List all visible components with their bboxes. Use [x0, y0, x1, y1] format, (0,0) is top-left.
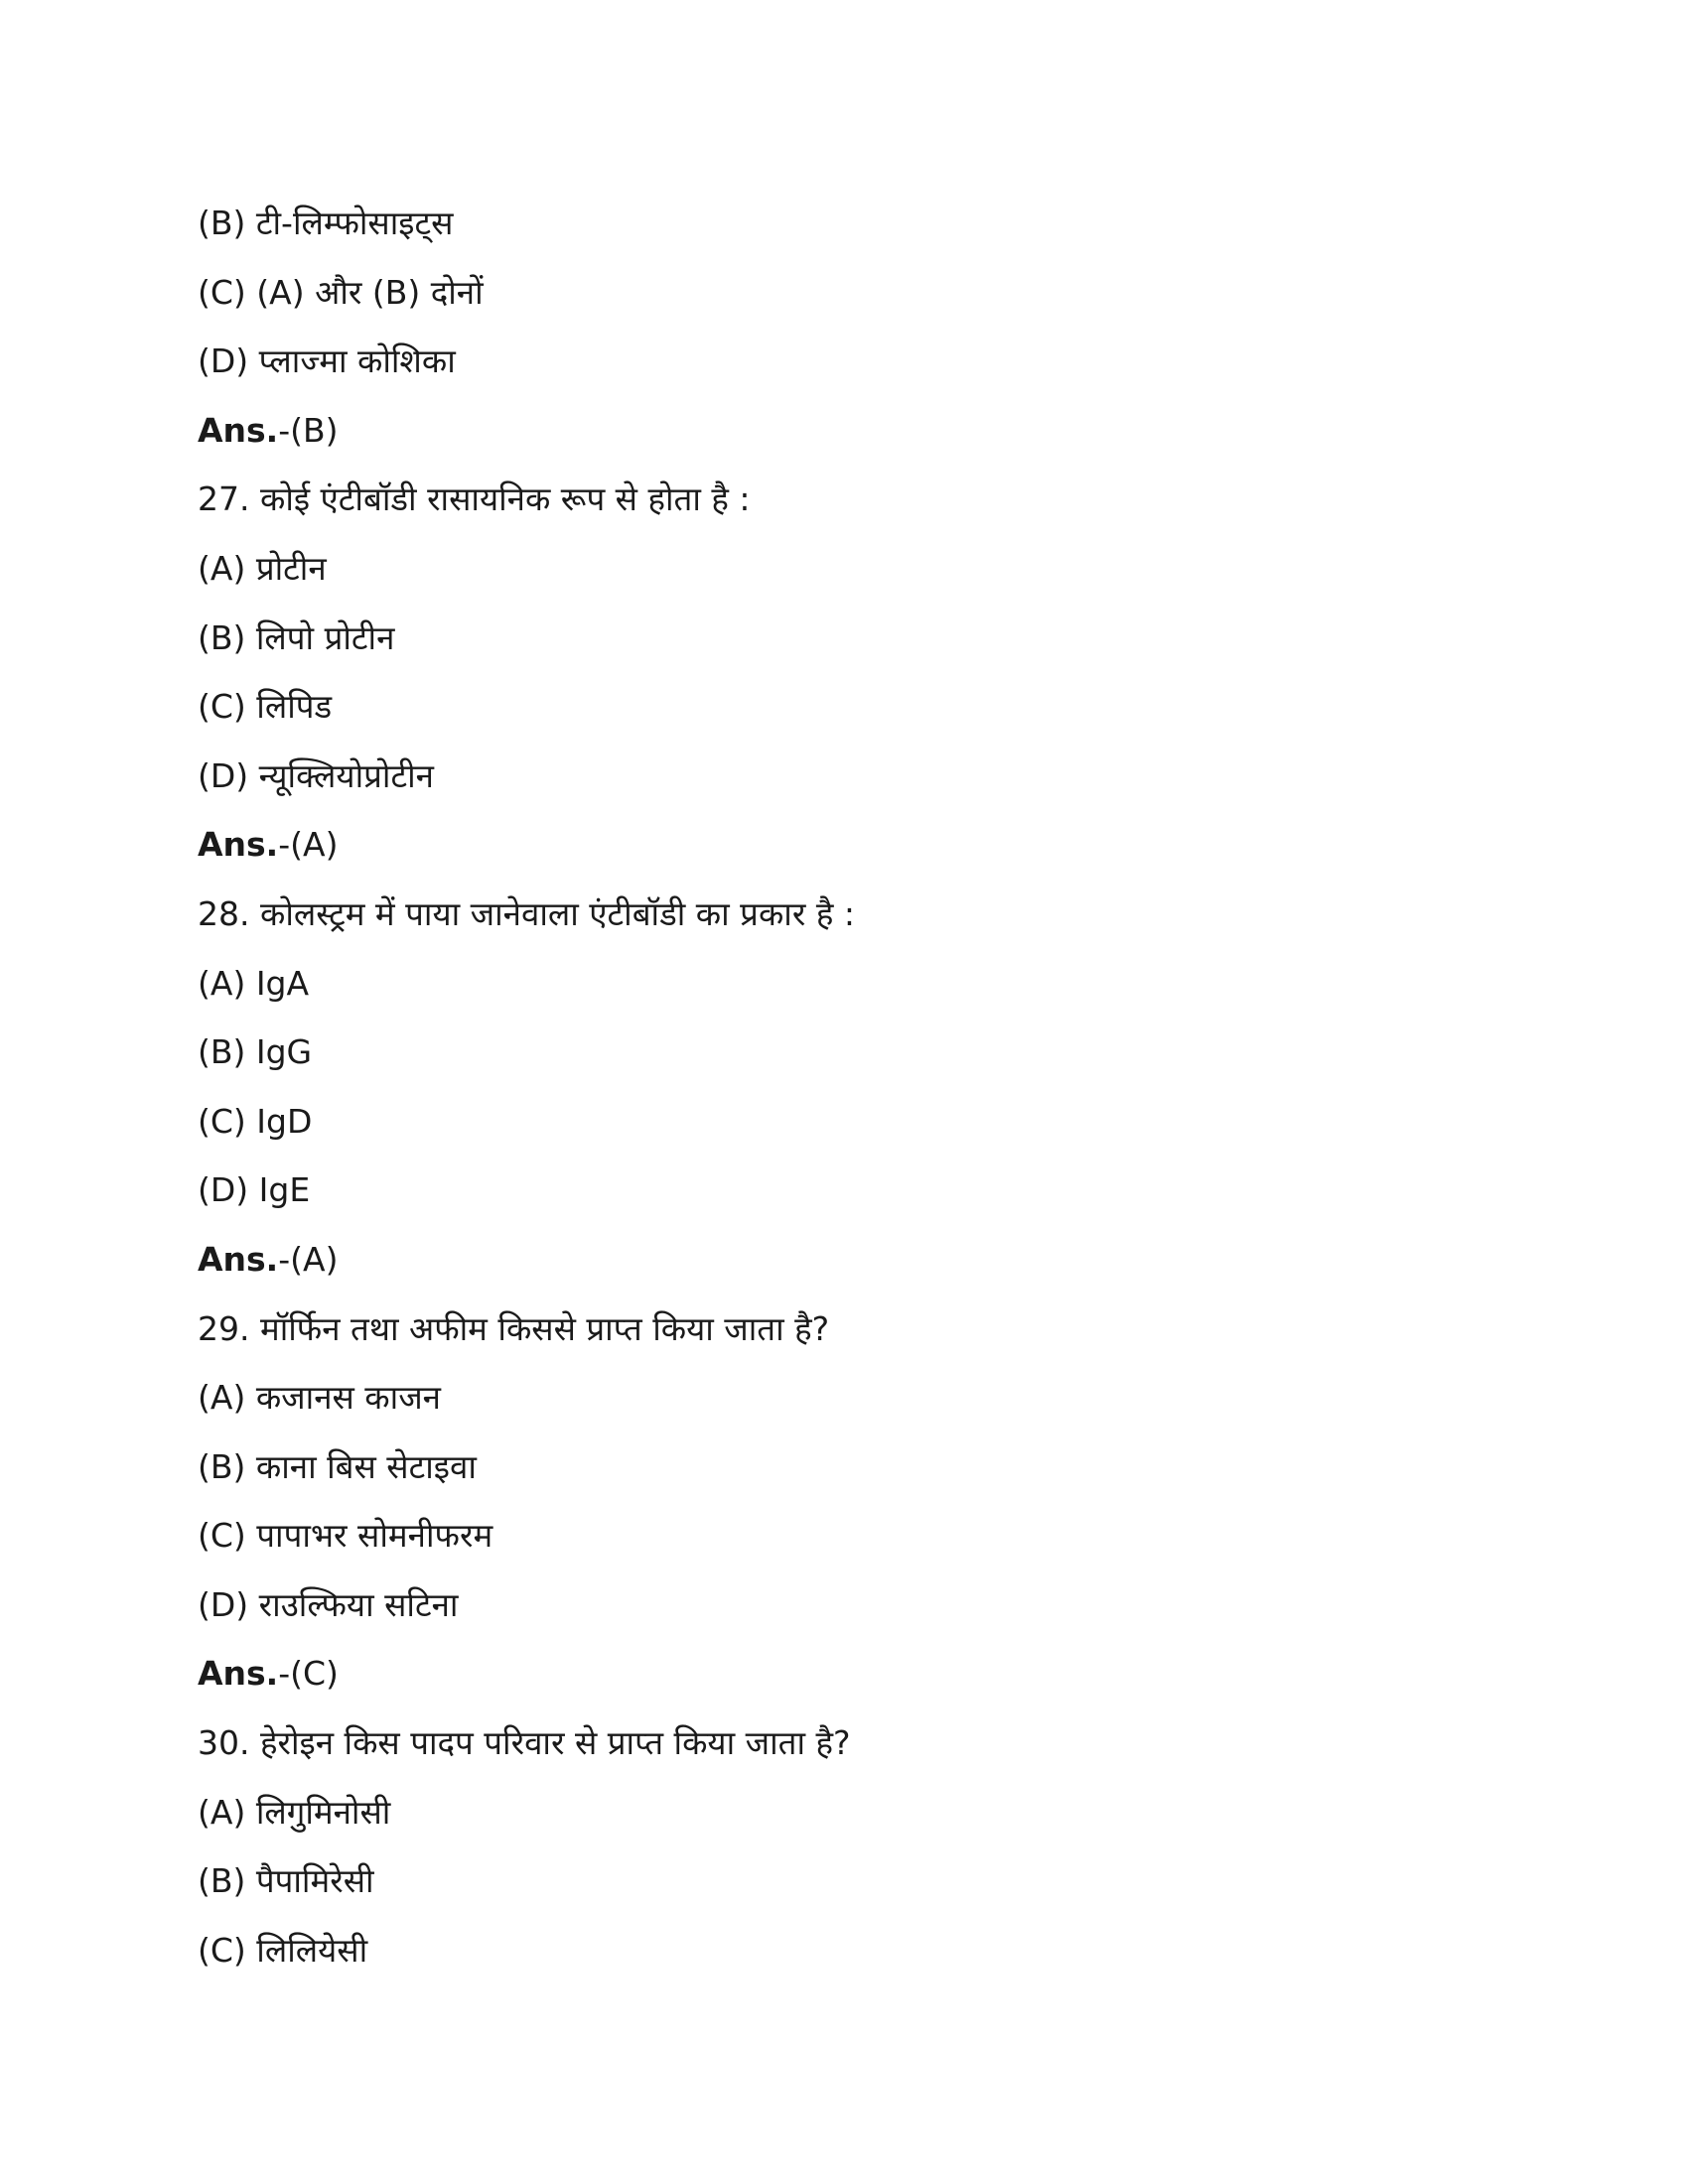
answer-line	[198, 396, 1488, 466]
answer-line	[198, 1639, 1488, 1708]
option-line: (D) IgE	[198, 1170, 311, 1210]
option-line: (C) पापाभर सोमनीफरम	[198, 1516, 493, 1556]
answer-value: -(A)	[278, 825, 339, 865]
option-line: (A) लिगुमिनोसी	[198, 1792, 391, 1832]
answer-value: -(B)	[278, 410, 339, 450]
option-line: (B) पैपामिरेसी	[198, 1861, 374, 1901]
answer-label: Ans.	[198, 1239, 279, 1279]
option-line: (B) टी-लिम्फोसाइट्स	[198, 204, 454, 242]
option-line: (B) IgG	[198, 1032, 313, 1072]
option-line: (D) प्लाज्मा कोशिका	[198, 341, 456, 381]
answer-value: -(A)	[278, 1239, 339, 1279]
option-line: (C) (A) और (B) दोनों	[198, 272, 484, 312]
question-list	[198, 189, 1488, 1984]
option-line: (B) काना बिस सेटाइवा	[198, 1446, 477, 1486]
question-line: 30. हेरोइन किस पादप परिवार से प्राप्त किया जाता है?	[198, 1723, 851, 1763]
option-line: (C) IgD	[198, 1101, 313, 1141]
option-line: (C) लिलियेसी	[198, 1930, 368, 1970]
option-line: (A) कजानस काजन	[198, 1378, 441, 1418]
option-line: (B) लिपो प्रोटीन	[198, 617, 395, 657]
answer-label: Ans.	[198, 825, 279, 865]
option-line: (C) लिपिड	[198, 687, 333, 727]
option-line: (A) IgA	[198, 963, 310, 1003]
option-line: (D) राउल्फिया सटिना	[198, 1584, 459, 1624]
question-line: 27. कोई एंटीबॉडी रासायनिक रूप से होता है :	[198, 479, 751, 519]
answer-line	[198, 1225, 1488, 1295]
answer-label: Ans.	[198, 410, 279, 450]
option-line: (A) प्रोटीन	[198, 548, 327, 588]
answer-label: Ans.	[198, 1654, 279, 1694]
answer-value: -(C)	[278, 1654, 339, 1694]
question-line: 29. मॉर्फिन तथा अफीम किससे प्राप्त किया जाता है?	[198, 1308, 830, 1348]
option-line: (D) न्यूक्लियोप्रोटीन	[198, 755, 434, 795]
question-line: 28. कोलस्ट्रम में पाया जानेवाला एंटीबॉडी का प्रकार है :	[198, 893, 855, 933]
answer-line	[198, 810, 1488, 880]
